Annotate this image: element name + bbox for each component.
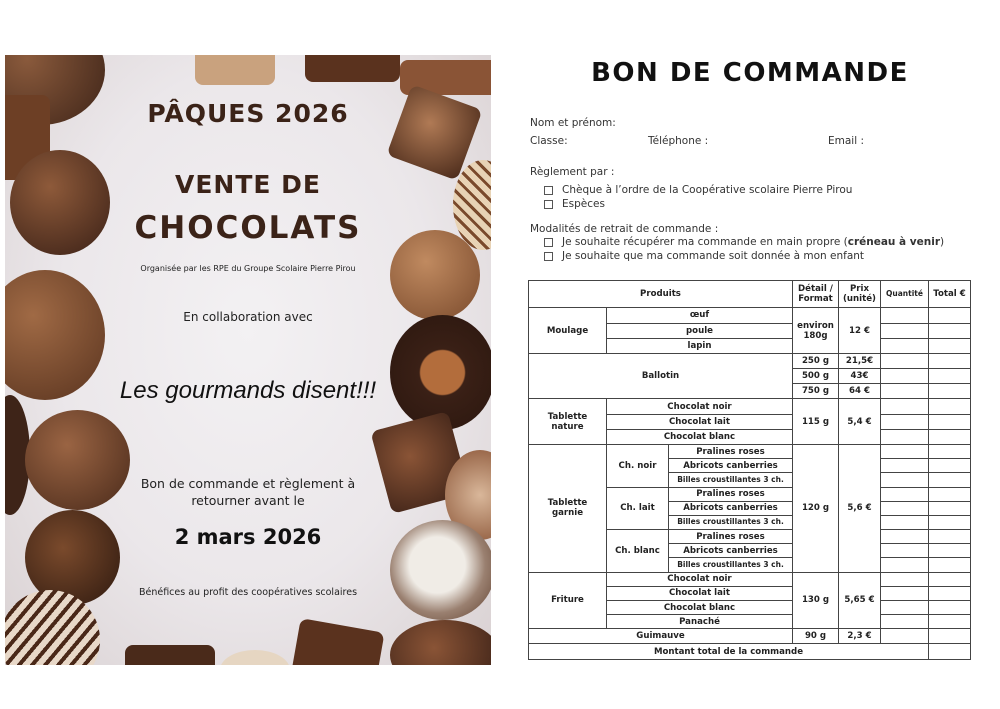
class-label: Classe: bbox=[530, 135, 568, 147]
total-cell[interactable] bbox=[929, 600, 971, 614]
poster-organizer: Organisée par les RPE du Groupe Scolaire Pierre Pirou bbox=[140, 264, 356, 273]
total-cell[interactable] bbox=[929, 473, 971, 487]
chocolate-decoration bbox=[390, 230, 480, 320]
payment-label: Règlement par : bbox=[530, 166, 615, 178]
tablette-nature-format: 115 g bbox=[793, 399, 839, 445]
checkbox-icon[interactable] bbox=[544, 200, 553, 209]
guimauve-price: 2,3 € bbox=[839, 629, 881, 644]
chocolate-decoration bbox=[220, 650, 290, 665]
chocolate-decoration bbox=[390, 520, 491, 620]
table-row bbox=[529, 629, 971, 644]
product-name: Abricots canberries bbox=[669, 544, 793, 558]
total-cell[interactable] bbox=[929, 338, 971, 353]
quantity-cell[interactable] bbox=[881, 615, 929, 629]
total-cell[interactable] bbox=[929, 353, 971, 368]
quantity-cell[interactable] bbox=[881, 429, 929, 444]
chocolate-decoration bbox=[390, 620, 491, 665]
quantity-cell[interactable] bbox=[881, 473, 929, 487]
moulage-format: environ 180g bbox=[793, 308, 839, 354]
ballotin-format: 500 g bbox=[793, 369, 839, 384]
garnie-group-label: Ch. blanc bbox=[607, 530, 669, 573]
moulage-label: Moulage bbox=[529, 308, 607, 354]
name-label: Nom et prénom: bbox=[530, 117, 616, 129]
grand-total-row bbox=[529, 644, 971, 660]
ballotin-price: 43€ bbox=[839, 369, 881, 384]
quantity-cell[interactable] bbox=[881, 338, 929, 353]
grand-total-label: Montant total de la commande bbox=[529, 644, 929, 660]
total-cell[interactable] bbox=[929, 459, 971, 473]
checkbox-icon[interactable] bbox=[544, 238, 553, 247]
tablette-garnie-format: 120 g bbox=[793, 445, 839, 573]
ballotin-format: 250 g bbox=[793, 353, 839, 368]
product-name: œuf bbox=[607, 308, 793, 323]
product-name: Chocolat lait bbox=[607, 414, 793, 429]
pickup-option-child[interactable]: Je souhaite que ma commande soit donnée à mon enfant bbox=[544, 250, 864, 262]
quantity-cell[interactable] bbox=[881, 515, 929, 529]
poster-title-chocolates: CHOCOLATS bbox=[134, 210, 362, 246]
table-row bbox=[529, 399, 971, 414]
header-total: Total € bbox=[929, 281, 971, 308]
product-name: poule bbox=[607, 323, 793, 338]
quantity-cell[interactable] bbox=[881, 501, 929, 515]
table-row bbox=[529, 572, 971, 586]
payment-option-cheque[interactable]: Chèque à l’ordre de la Coopérative scolaire Pierre Pirou bbox=[544, 184, 852, 196]
product-name: Pralines roses bbox=[669, 487, 793, 501]
pickup-option-in-person[interactable]: Je souhaite récupérer ma commande en main propre (créneau à venir) bbox=[544, 236, 944, 248]
total-cell[interactable] bbox=[929, 558, 971, 572]
quantity-cell[interactable] bbox=[881, 308, 929, 323]
chocolate-decoration bbox=[125, 645, 215, 665]
quantity-cell[interactable] bbox=[881, 600, 929, 614]
total-cell[interactable] bbox=[929, 544, 971, 558]
ballotin-label: Ballotin bbox=[529, 353, 793, 399]
quantity-cell[interactable] bbox=[881, 558, 929, 572]
product-name: Panaché bbox=[607, 615, 793, 629]
product-name: Billes croustillantes 3 ch. bbox=[669, 515, 793, 529]
quantity-cell[interactable] bbox=[881, 530, 929, 544]
garnie-group-label: Ch. noir bbox=[607, 445, 669, 488]
tablette-nature-price: 5,4 € bbox=[839, 399, 881, 445]
phone-label: Téléphone : bbox=[648, 135, 709, 147]
checkbox-icon[interactable] bbox=[544, 252, 553, 261]
product-name: Chocolat noir bbox=[607, 399, 793, 414]
order-table bbox=[528, 280, 971, 660]
tablette-nature-label: Tablette nature bbox=[529, 399, 607, 445]
total-cell[interactable] bbox=[929, 384, 971, 399]
product-name: Abricots canberries bbox=[669, 459, 793, 473]
total-cell[interactable] bbox=[929, 501, 971, 515]
quantity-cell[interactable] bbox=[881, 586, 929, 600]
table-row bbox=[529, 445, 971, 459]
poster-title-sale: VENTE DE bbox=[174, 170, 321, 199]
checkbox-icon[interactable] bbox=[544, 186, 553, 195]
quantity-cell[interactable] bbox=[881, 399, 929, 414]
total-cell[interactable] bbox=[929, 369, 971, 384]
ballotin-price: 21,5€ bbox=[839, 353, 881, 368]
chocolate-decoration bbox=[305, 55, 400, 82]
friture-format: 130 g bbox=[793, 572, 839, 629]
quantity-cell[interactable] bbox=[881, 353, 929, 368]
tablette-garnie-label: Tablette garnie bbox=[529, 445, 607, 573]
header-quantity: Quantité bbox=[881, 281, 929, 308]
total-cell[interactable] bbox=[929, 629, 971, 644]
quantity-cell[interactable] bbox=[881, 629, 929, 644]
total-cell[interactable] bbox=[929, 429, 971, 444]
poster-collaboration: En collaboration avec bbox=[183, 310, 313, 324]
guimauve-label: Guimauve bbox=[529, 629, 793, 644]
product-name: Abricots canberries bbox=[669, 501, 793, 515]
quantity-cell[interactable] bbox=[881, 414, 929, 429]
product-name: Chocolat lait bbox=[607, 586, 793, 600]
moulage-price: 12 € bbox=[839, 308, 881, 354]
product-name: Pralines roses bbox=[669, 530, 793, 544]
quantity-cell[interactable] bbox=[881, 369, 929, 384]
product-name: Chocolat noir bbox=[607, 572, 793, 586]
quantity-cell[interactable] bbox=[881, 445, 929, 459]
friture-label: Friture bbox=[529, 572, 607, 629]
total-cell[interactable] bbox=[929, 487, 971, 501]
tablette-garnie-price: 5,6 € bbox=[839, 445, 881, 573]
guimauve-format: 90 g bbox=[793, 629, 839, 644]
table-header-row bbox=[529, 281, 971, 308]
table-row bbox=[529, 308, 971, 323]
friture-price: 5,65 € bbox=[839, 572, 881, 629]
chocolate-decoration bbox=[290, 618, 384, 665]
header-price: Prix (unité) bbox=[839, 281, 881, 308]
product-name: Chocolat blanc bbox=[607, 600, 793, 614]
product-name: lapin bbox=[607, 338, 793, 353]
product-name: Billes croustillantes 3 ch. bbox=[669, 558, 793, 572]
quantity-cell[interactable] bbox=[881, 487, 929, 501]
total-cell[interactable] bbox=[929, 530, 971, 544]
quantity-cell[interactable] bbox=[881, 572, 929, 586]
poster bbox=[5, 55, 491, 665]
chocolate-decoration bbox=[195, 55, 275, 85]
total-cell[interactable] bbox=[929, 399, 971, 414]
quantity-cell[interactable] bbox=[881, 384, 929, 399]
product-name: Pralines roses bbox=[669, 445, 793, 459]
email-label: Email : bbox=[828, 135, 865, 147]
ballotin-price: 64 € bbox=[839, 384, 881, 399]
product-name: Chocolat blanc bbox=[607, 429, 793, 444]
total-cell[interactable] bbox=[929, 323, 971, 338]
poster-slogan: Les gourmands disent!!! bbox=[119, 377, 377, 404]
pickup-label: Modalités de retrait de commande : bbox=[530, 223, 719, 235]
poster-return-text: Bon de commande et règlement à retourner avant le bbox=[140, 476, 356, 508]
total-cell[interactable] bbox=[929, 445, 971, 459]
quantity-cell[interactable] bbox=[881, 323, 929, 338]
total-cell[interactable] bbox=[929, 515, 971, 529]
ballotin-format: 750 g bbox=[793, 384, 839, 399]
header-detail: Détail / Format bbox=[793, 281, 839, 308]
total-cell[interactable] bbox=[929, 572, 971, 586]
grand-total-cell[interactable] bbox=[929, 644, 971, 660]
poster-benefits: Bénéfices au profit des coopératives scolaires bbox=[138, 587, 358, 598]
total-cell[interactable] bbox=[929, 308, 971, 323]
garnie-group-label: Ch. lait bbox=[607, 487, 669, 530]
header-products: Produits bbox=[529, 281, 793, 308]
total-cell[interactable] bbox=[929, 414, 971, 429]
payment-option-cash[interactable]: Espèces bbox=[544, 198, 605, 210]
form-title: BON DE COMMANDE bbox=[591, 58, 909, 88]
quantity-cell[interactable] bbox=[881, 459, 929, 473]
poster-title-easter: PÂQUES 2026 bbox=[147, 99, 349, 128]
table-row bbox=[529, 353, 971, 368]
poster-deadline: 2 mars 2026 bbox=[174, 525, 322, 549]
total-cell[interactable] bbox=[929, 586, 971, 600]
quantity-cell[interactable] bbox=[881, 544, 929, 558]
product-name: Billes croustillantes 3 ch. bbox=[669, 473, 793, 487]
total-cell[interactable] bbox=[929, 615, 971, 629]
